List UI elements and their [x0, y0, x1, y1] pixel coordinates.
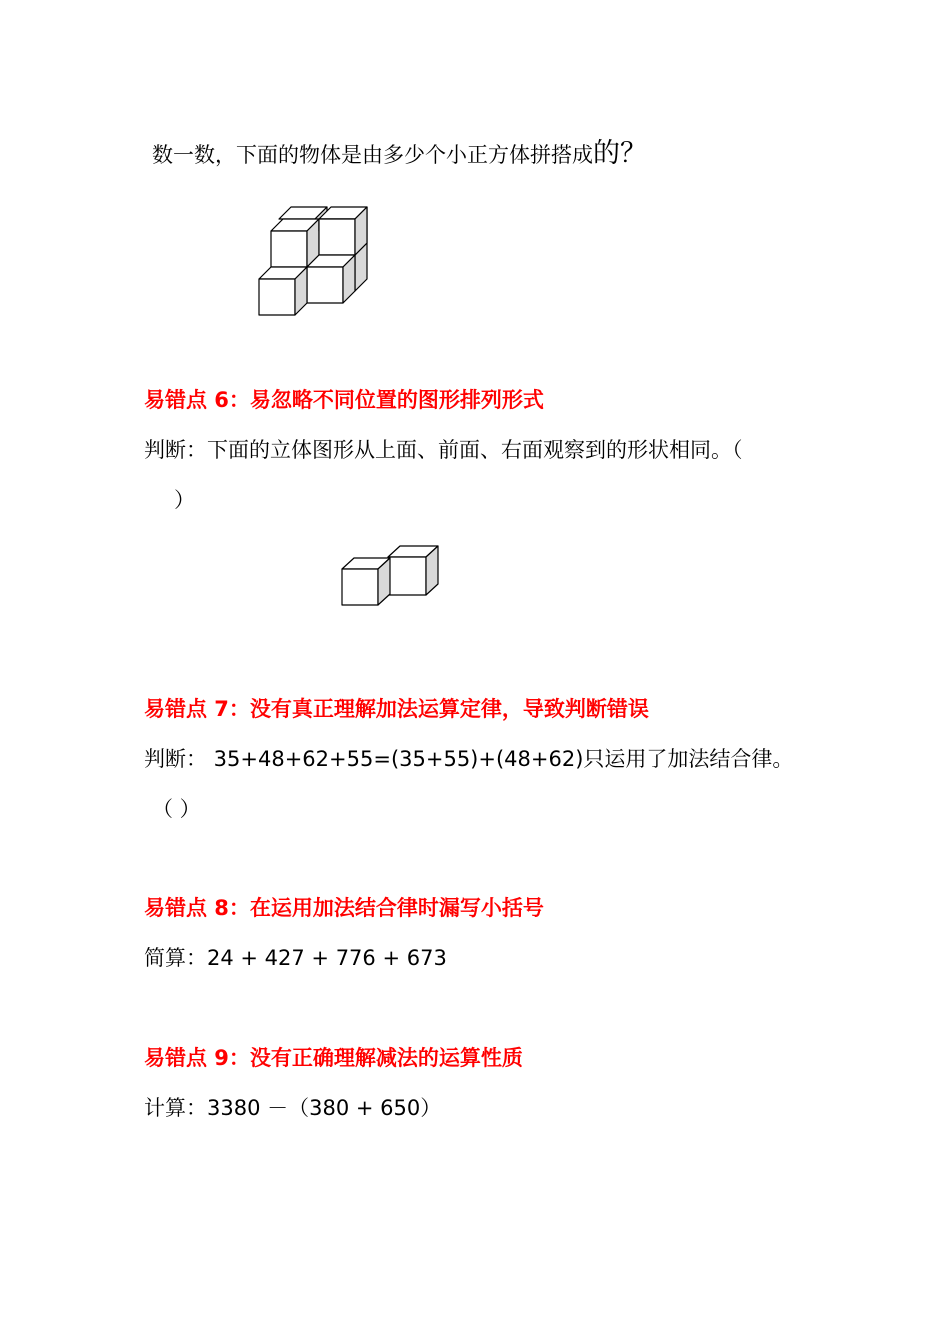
cube-bottom-middle — [307, 255, 355, 303]
cube-figure-1 — [255, 203, 375, 323]
point7-question: 判断： 35+48+62+55=(35+55)+(48+62)只运用了加法结合律。 — [144, 747, 794, 771]
count-question-text: 数一数，下面的物体是由多少个小正方体拼搭成 — [152, 143, 593, 167]
count-question-tail: 的？ — [593, 138, 647, 169]
point7-heading: 易错点 7：没有真正理解加法运算定律，导致判断错误 — [144, 697, 649, 721]
point6-question: 判断：下面的立体图形从上面、前面、右面观察到的形状相同。（ — [144, 438, 743, 462]
point8-question: 简算：24 + 427 + 776 + 673 — [144, 946, 447, 970]
point8-heading: 易错点 8：在运用加法结合律时漏写小括号 — [144, 896, 544, 920]
point9-heading: 易错点 9：没有正确理解减法的运算性质 — [144, 1046, 523, 1070]
count-question — [152, 140, 647, 169]
cube-bottom-left — [259, 267, 307, 315]
point6-answer-paren: ） — [174, 488, 195, 512]
cube-figure-2 — [340, 545, 440, 609]
cube-right-raised — [388, 546, 438, 595]
point6-heading: 易错点 6：易忽略不同位置的图形排列形式 — [144, 388, 544, 412]
cube-front-top-left — [271, 219, 319, 267]
cube-left — [342, 558, 390, 605]
point9-question: 计算：3380 －（380 + 650） — [144, 1096, 442, 1120]
point7-answer-paren: （ ） — [152, 797, 201, 821]
